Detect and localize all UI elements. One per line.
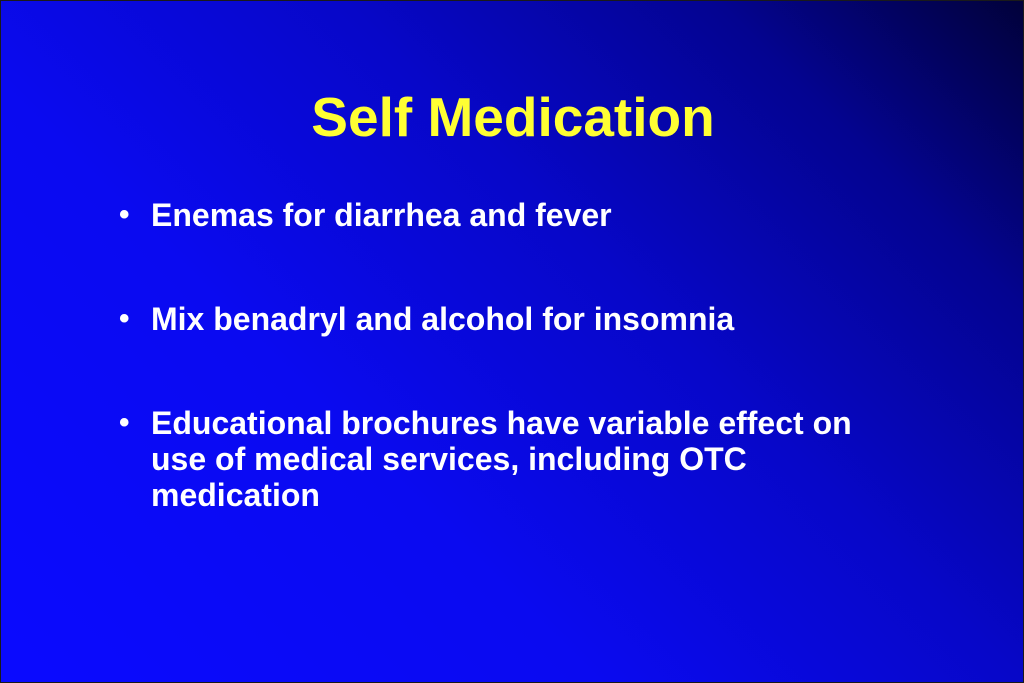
bullet-item [115, 197, 915, 233]
bullet-icon: • [119, 198, 130, 231]
bullet-list [115, 197, 915, 581]
bullet-item [115, 301, 915, 337]
bullet-text: Enemas for diarrhea and fever [151, 197, 612, 233]
bullet-text: Educational brochures have variable effect on use of medical services, including OTC medication [151, 405, 852, 513]
bullet-item [115, 405, 915, 513]
bullet-icon: • [119, 302, 130, 335]
bullet-icon: • [119, 406, 130, 439]
slide-title: Self Medication [311, 86, 715, 148]
bullet-text: Mix benadryl and alcohol for insomnia [151, 301, 735, 337]
